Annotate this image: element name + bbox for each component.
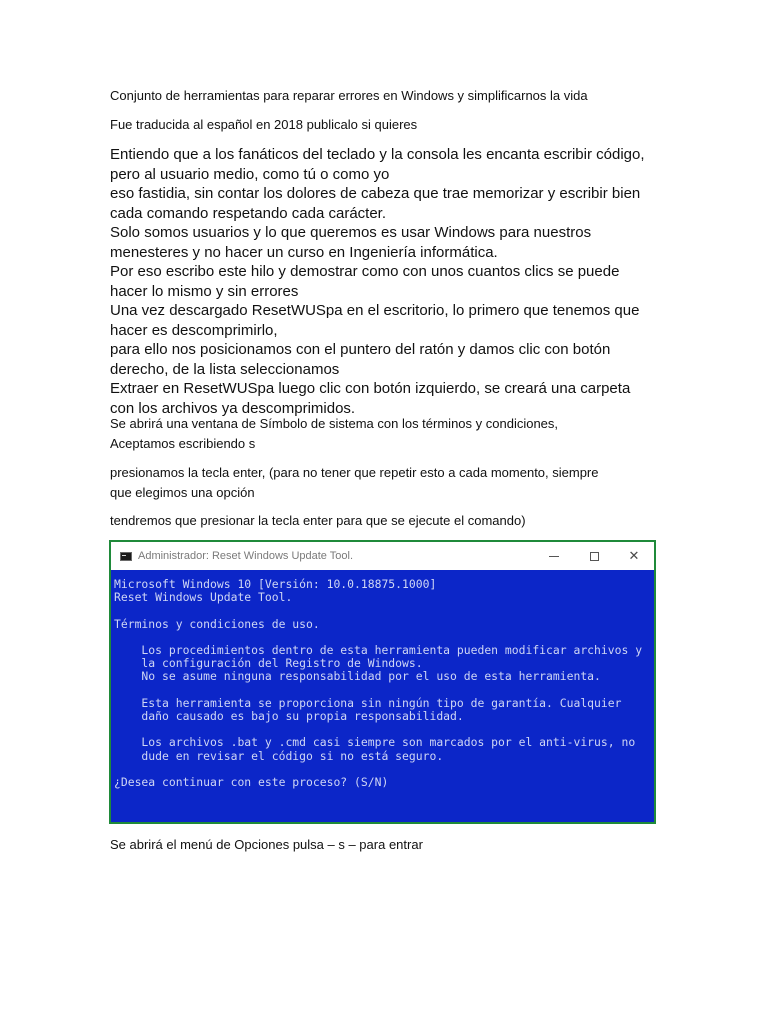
console-line: Los procedimientos dentro de esta herramienta pueden modificar archivos y (114, 642, 643, 657)
console-line (114, 763, 654, 776)
console-prompt-line: ¿Desea continuar con este proceso? (S/N) (114, 774, 389, 789)
options-menu-line: Se abrirá el menú de Opciones pulsa – s – para entrar (110, 837, 423, 852)
translation-note-line: Fue traducida al español en 2018 publicalo si quieres (110, 117, 418, 132)
close-button (614, 542, 654, 570)
console-line: No se asume ninguna responsabilidad por el uso de esta herramienta. (114, 669, 601, 684)
console-line: dude en revisar el código si no está seguro. (114, 748, 444, 763)
minimize-icon (549, 556, 559, 557)
intro-line: Una vez descargado ResetWUSpa en el escritorio, lo primero que tenemos que (110, 302, 640, 319)
document-title-line: Conjunto de herramientas para reparar errores en Windows y simplificarnos la vida (110, 88, 588, 103)
console-line: Términos y condiciones de uso. (114, 616, 320, 631)
intro-line: Solo somos usuarios y lo que queremos es usar Windows para nuestros (110, 224, 592, 241)
console-window-screenshot (109, 540, 656, 824)
console-title: Administrador: Reset Windows Update Tool. (138, 550, 354, 562)
console-line (114, 684, 654, 697)
console-line: Microsoft Windows 10 [Versión: 10.0.18875.1000] (114, 577, 437, 591)
minimize-button (534, 542, 574, 570)
intro-line: derecho, de la lista seleccionamos (110, 360, 340, 378)
intro-line: hacer lo mismo y sin errores (110, 282, 299, 300)
symbol-window-line: Se abrirá una ventana de Símbolo de sistema con los términos y condiciones, (110, 416, 559, 431)
intro-line: Extraer en ResetWUSpa luego clic con botón izquierdo, se creará una carpeta (110, 380, 631, 397)
intro-line: cada comando respetando cada carácter. (110, 204, 387, 222)
console-output (111, 570, 654, 789)
enter-instruction-line: presionamos la tecla enter, (para no tener que repetir esto a cada momento, siempre (110, 465, 599, 480)
intro-line: menesteres y no hacer un curso en Ingeniería informática. (110, 243, 498, 261)
cmd-icon (120, 552, 132, 561)
intro-line: Por eso escribo este hilo y demostrar como con unos cuantos clics se puede (110, 263, 620, 280)
intro-line: eso fastidia, sin contar los dolores de cabeza que trae memorizar y escribir bien (110, 185, 641, 202)
intro-line: para ello nos posicionamos con el puntero del ratón y damos clic con botón (110, 341, 611, 358)
intro-line: Entiendo que a los fanáticos del teclado y la consola les encanta escribir código, (110, 146, 645, 163)
intro-line: con los archivos ya descomprimidos. (110, 399, 356, 417)
console-titlebar (111, 542, 654, 570)
console-line: Los archivos .bat y .cmd casi siempre son marcados por el anti-virus, no (114, 735, 636, 750)
enter-instruction-line-continued: que elegimos una opción (110, 485, 255, 500)
accept-instruction-line: Aceptamos escribiendo s (110, 436, 256, 451)
intro-line: pero al usuario medio, como tú o como yo (110, 165, 390, 183)
console-line (114, 631, 654, 644)
console-line: Esta herramienta se proporciona sin ningún tipo de garantía. Cualquier (114, 695, 622, 710)
console-line: Reset Windows Update Tool. (114, 590, 293, 605)
intro-paragraph (110, 145, 670, 418)
console-line: daño causado es bajo su propia responsabilidad. (114, 708, 464, 723)
maximize-icon (590, 552, 599, 561)
console-line: la configuración del Registro de Windows. (114, 656, 423, 671)
intro-line: hacer es descomprimirlo, (110, 321, 278, 339)
window-controls (534, 542, 654, 570)
enter-execute-line: tendremos que presionar la tecla enter para que se ejecute el comando) (110, 513, 526, 528)
close-icon: ✕ (628, 548, 640, 564)
maximize-button (574, 542, 614, 570)
console-line (114, 604, 654, 617)
